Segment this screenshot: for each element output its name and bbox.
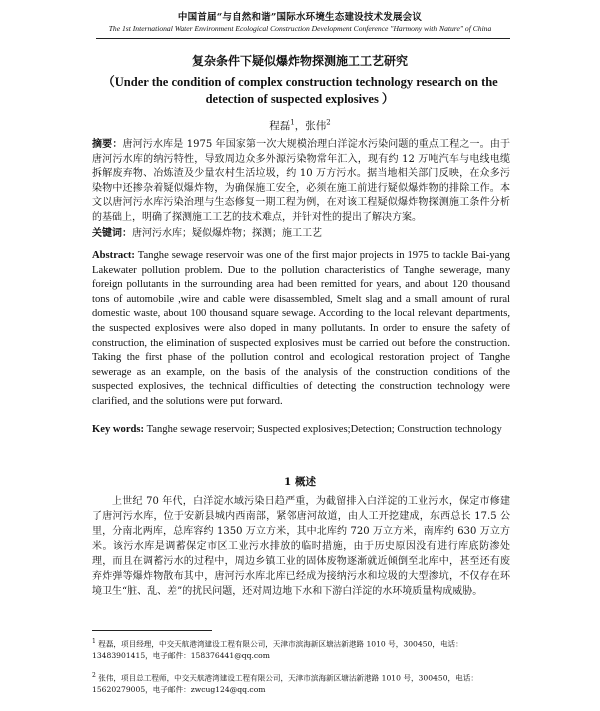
author-name: 张伟 xyxy=(305,120,327,132)
keywords-en-label: Key words: xyxy=(92,424,145,435)
conference-header xyxy=(0,12,600,34)
footnote-rule xyxy=(92,630,212,631)
keywords-en xyxy=(92,423,510,438)
abstract-en xyxy=(92,249,510,410)
keywords-en-text: Tanghe sewage reservoir; Suspected explosives;Detection; Construction technology xyxy=(146,424,502,435)
paper-title-en: （Under the condition of complex construction technology research on the detection of suspected explosives ） xyxy=(102,75,498,106)
keywords-cn-label: 关键词： xyxy=(92,228,132,239)
footnote-mark: 1 xyxy=(92,638,96,645)
section-body-paragraph: 上世纪 70 年代，白洋淀水域污染日趋严重，为截留排入白洋淀的工业污水，保定市修建了唐河污水库，位于安新县城内西南部，紧邻唐河故道，由人工开挖建成，东西总长 17.5 公里，分南北两库，总库容约 1350 万立方米，其中北库约 720 万立方米，南库约 630 万立方米。该污水库是调蓄保定市区工业污水排放的临时措施，由于历史原因没有进行库底防渗处理，而且在调蓄污水的过程中，周边乡镇工业的固体废物逐渐就近倾倒至北库中，甚至还有废弃炸弹等爆炸物散布其中，唐河污水库北库已经成为接纳污水和垃圾的大型渗坑，不仅存在环境卫生“脏、乱、差”的扰民问题，还对周边地下水和下游白洋淀的水环境质量构成威胁。 xyxy=(92,496,510,597)
conference-title-en: The 1st International Water Environment Ecological Construction Development Conference "Harmony with Nature" of China xyxy=(108,24,492,33)
footnote xyxy=(92,636,510,661)
abstract-en-label: Abstract: xyxy=(92,250,135,261)
keywords-cn-text: 唐河污水库；疑似爆炸物；探测；施工工艺 xyxy=(132,228,322,239)
footnote-text: 张伟，项目总工程师，中交天航港湾建设工程有限公司，天津市滨海新区塘沽新港路 1010 号，300450，电话：15620279005，电子邮件：zwcug124@qq.com xyxy=(92,673,478,694)
author-mark: 1 xyxy=(290,118,295,127)
header-rule xyxy=(96,38,510,39)
author-mark: 2 xyxy=(326,118,331,127)
footnote-text: 程磊，项目经理，中交天航港湾建设工程有限公司，天津市滨海新区塘沽新港路 1010 号，300450，电话：13483901415，电子邮件：158376441@qq.com xyxy=(92,639,463,660)
author-name: 程磊 xyxy=(269,120,291,132)
abstract-cn-text: 唐河污水库是 1975 年国家第一次大规模治理白洋淀水污染问题的重点工程之一。由于唐河污水库的纳污特性，导致周边众多外源污染物常年汇入，现有约 12 万吨汽车与电线电缆拆解废弃物、冶炼渣及少量农村生活垃圾，约 10 万方污水。据当地相关部门反映，在众多污染物中还掺杂着疑似爆炸物，为确保施工安全，必须在施工前进行疑似爆炸物的排除工作。本文以唐河污水库污染治理与生态修复一期工程为例，在对该工程疑似爆炸物探测施工条件分析的基础上，明确了探测施工工艺的技术难点，并针对性的提出了解决方案。 xyxy=(92,139,511,223)
footnote-mark: 2 xyxy=(92,672,96,679)
abstract-cn-label: 摘要： xyxy=(92,139,123,150)
conference-title-cn: 中国首届“与自然和谐”国际水环境生态建设技术发展会议 xyxy=(177,12,423,23)
footnote xyxy=(92,670,510,695)
author-line xyxy=(0,118,600,133)
abstract-cn xyxy=(92,138,510,226)
section-heading: 1 概述 xyxy=(284,476,316,488)
paper-title-cn: 复杂条件下疑似爆炸物探测施工工艺研究 xyxy=(191,54,408,68)
abstract-en-text: Tanghe sewage reservoir was one of the first major projects in 1975 to tackle Bai-yang Lakewater pollution problem. Due to the pollution characteristics of Tanghe sewerage, many foreign pollutants in the surrounding area had been remitted for years, and about 120 thousand tons of automobile ,wire and cable were disassembled, Smelt slag and a small amount of rural domestic waste, about 100 thousand square sewage. According to the local relevant departments, the suspected explosives were also doped in many pollutants. In order to ensure the safety of construction, the elimination of suspected explosives must be carried out before the construction. Taking the first phase of the pollution control and ecological restoration project of Tanghe sewerage as an example, on the basis of the analysis of the construction conditions of the suspected explosives, the technical difficulties of detecting the construction technology were clarified, and the solutions were put forward. xyxy=(92,250,510,407)
author-separator: ， xyxy=(294,120,306,132)
keywords-cn xyxy=(92,227,510,242)
